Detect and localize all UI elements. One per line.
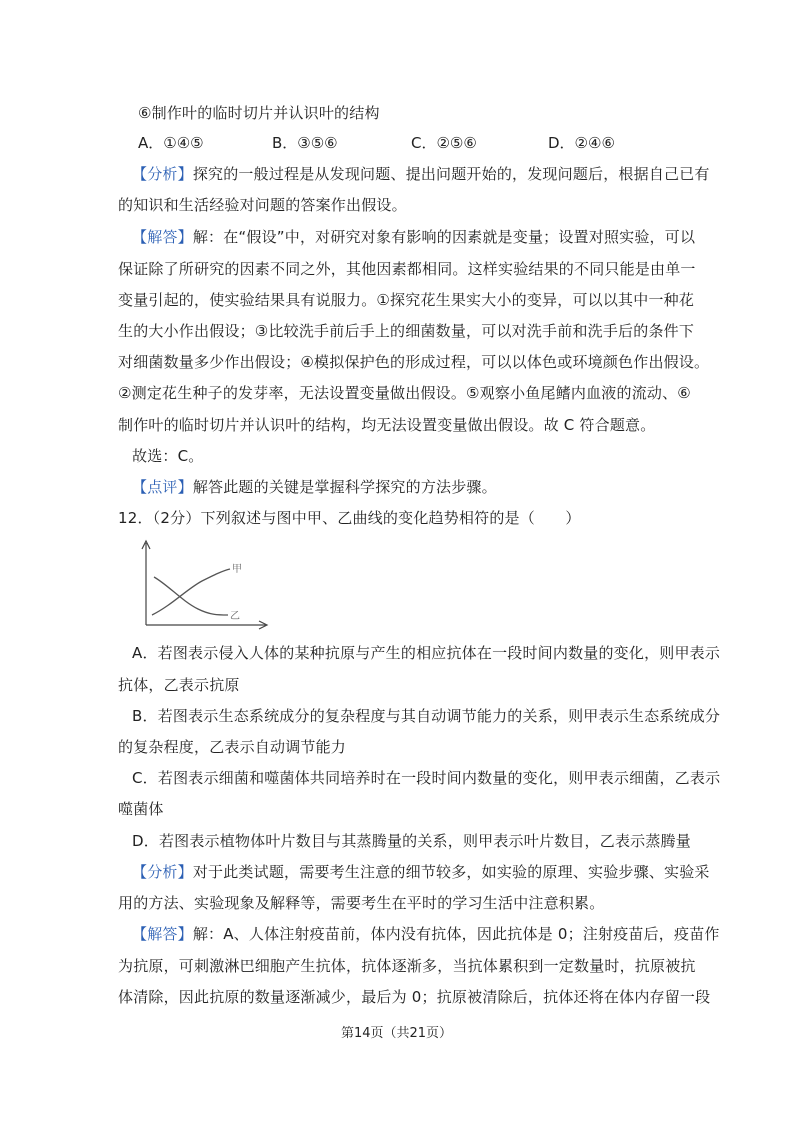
prev-answer-line-5: 对细菌数量多少作出假设；④模拟保护色的形成过程，可以以体色或环境颜色作出假设。: [118, 353, 710, 371]
prev-option-a: A．①④⑤: [138, 134, 204, 152]
prev-option-b: B．③⑤⑥: [272, 134, 338, 152]
comment-tag: 【点评】: [132, 478, 193, 496]
q12-option-c-line-2: 噬菌体: [118, 800, 164, 818]
prev-option-c: C．②⑤⑥: [411, 134, 477, 152]
curve-yi: [154, 577, 228, 615]
prev-answer-line-6: ②测定花生种子的发芽率，无法设置变量做出假设。⑤观察小鱼尾鳍内血液的流动、⑥: [118, 384, 691, 402]
prev-comment: 【点评】解答此题的关键是掌握科学探究的方法步骤。: [132, 478, 497, 496]
prev-answer-line-2: 保证除了所研究的因素不同之外，其他因素都相同。这样实验结果的不同只能是由单一: [118, 260, 696, 278]
q12-option-a-line-2: 抗体，乙表示抗原: [118, 676, 240, 694]
q12-curve-figure: [132, 537, 272, 632]
q12-option-b-line-2: 的复杂程度，乙表示自动调节能力: [118, 738, 347, 756]
prev-choice: 故选：C。: [132, 447, 204, 465]
prev-analysis-line-2: 的知识和生活经验对问题的答案作出假设。: [118, 196, 407, 214]
q12-stem: 12．（2分）下列叙述与图中甲、乙曲线的变化趋势相符的是（ ）: [118, 509, 581, 527]
prev-answer-line-4: 生的大小作出假设；③比较洗手前后手上的细菌数量，可以对洗手前和洗手后的条件下: [118, 322, 695, 340]
q12-analysis-line-2: 用的方法、实验现象及解释等，需要考生在平时的学习生活中注意积累。: [118, 894, 605, 912]
curve-jia: [152, 569, 230, 615]
q12-option-c-line-1: C．若图表示细菌和噬菌体共同培养时在一段时间内数量的变化，则甲表示细菌，乙表示: [132, 769, 721, 787]
answer-tag: 【解答】: [132, 925, 193, 943]
q12-answer-line-3: 体清除，因此抗原的数量逐渐减少，最后为 0；抗原被清除后，抗体还将在体内存留一段: [118, 988, 711, 1006]
curve-label-jia: 甲: [232, 564, 242, 575]
q12-option-d: D．若图表示植物体叶片数目与其蒸腾量的关系，则甲表示叶片数目，乙表示蒸腾量: [132, 832, 691, 850]
prev-item-6: ⑥制作叶的临时切片并认识叶的结构: [138, 104, 380, 122]
prev-analysis-line-1: 【分析】探究的一般过程是从发现问题、提出问题开始的，发现问题后，根据自己已有: [132, 165, 710, 183]
answer-tag: 【解答】: [132, 228, 193, 246]
q12-analysis-line-1: 【分析】对于此类试题，需要考生注意的细节较多，如实验的原理、实验步骤、实验采: [132, 863, 710, 881]
curve-label-yi: 乙: [230, 611, 240, 622]
analysis-tag: 【分析】: [132, 165, 193, 183]
prev-answer-line-3: 变量引起的，使实验结果具有说服力。①探究花生果实大小的变异，可以以其中一种花: [118, 291, 695, 309]
q12-option-b-line-1: B．若图表示生态系统成分的复杂程度与其自动调节能力的关系，则甲表示生态系统成分: [132, 707, 721, 725]
q12-option-a-line-1: A．若图表示侵入人体的某种抗原与产生的相应抗体在一段时间内数量的变化，则甲表示: [132, 644, 721, 662]
q12-answer-line-2: 为抗原，可刺激淋巴细胞产生抗体，抗体逐渐多，当抗体累积到一定数量时，抗原被抗: [118, 957, 696, 975]
prev-option-d: D．②④⑥: [548, 134, 615, 152]
prev-answer-line-1: 【解答】解：在“假设”中，对研究对象有影响的因素就是变量；设置对照实验，可以: [132, 228, 696, 246]
q12-answer-line-1: 【解答】解：A、人体注射疫苗前，体内没有抗体，因此抗体是 0；注射疫苗后，疫苗作: [132, 925, 720, 943]
page-footer: 第14页（共21页）: [340, 1026, 453, 1041]
analysis-tag: 【分析】: [132, 863, 193, 881]
prev-answer-line-7: 制作叶的临时切片并认识叶的结构，均无法设置变量做出假设。故 C 符合题意。: [118, 416, 656, 434]
